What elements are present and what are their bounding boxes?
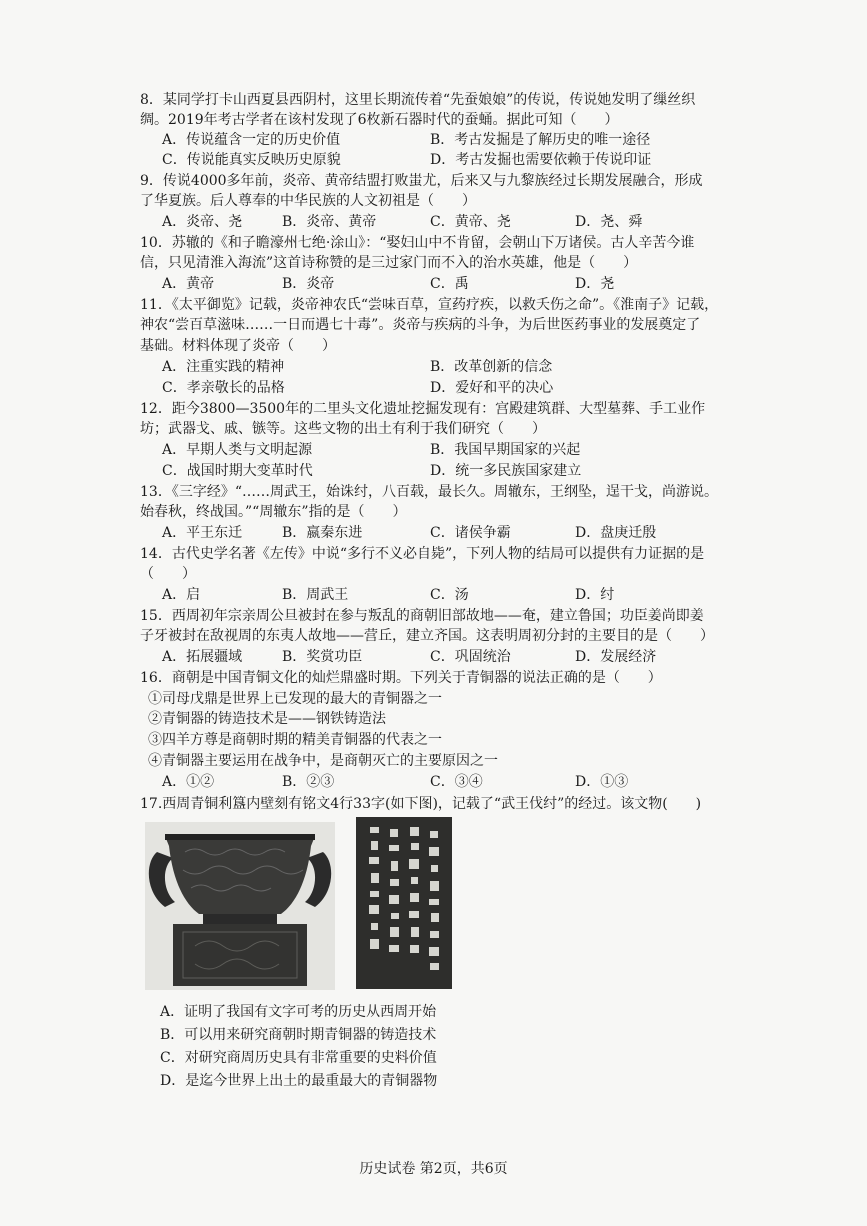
page-footer: 历史试卷 第2页，共6页 [359, 1161, 508, 1177]
q9-stem-line-1: 9．传说4000多年前，炎帝、黄帝结盟打败蚩尤，后来又与九黎族经过长期发展融合，形成 [140, 173, 703, 189]
q12-option-c: C．战国时期大变革时代 [162, 463, 313, 479]
q17-stem-line-1: 17.西周青铜利簋内壁刻有铭文4行33字(如下图)，记载了“武王伐纣”的经过。该文物( ) [140, 796, 702, 812]
q17-option-d: D．是迄今世界上出土的最重最大的青铜器物 [160, 1073, 438, 1089]
q8-option-b: B．考古发掘是了解历史的唯一途径 [430, 132, 651, 148]
q14-option-d: D．纣 [575, 587, 615, 603]
q13-stem-line-1: 13．《三字经》“……周武王，始诛纣，八百载，最长久。周辙东，王纲坠，逞干戈，尚游说。 [140, 484, 718, 500]
q14-stem-line-1: 14．古代史学名著《左传》中说“多行不义必自毙”，下列人物的结局可以提供有力证据的是 [140, 546, 705, 562]
q10-stem-line-2: 信，只见清淮入海流”这首诗称赞的是三过家门而不入的治水英雄，他是（ ） [140, 255, 638, 271]
q15-option-d: D．发展经济 [575, 649, 657, 665]
q9-option-d: D．尧、舜 [575, 214, 643, 230]
q10-option-c: C．禹 [430, 276, 469, 292]
q8-stem-line-2: 绸。2019年考古学者在该村发现了6枚新石器时代的蚕蛹。据此可知（ ） [140, 112, 619, 128]
q15-option-c: C．巩固统治 [430, 649, 511, 665]
q9-stem-line-2: 了华夏族。后人尊奉的中华民族的人文初祖是（ ） [140, 193, 476, 209]
q15-stem-line-1: 15．西周初年宗亲周公旦被封在参与叛乱的商朝旧部故地——奄，建立鲁国；功臣姜尚即姜 [140, 608, 704, 624]
q9-option-a: A．炎帝、尧 [162, 214, 243, 230]
q12-option-d: D．统一多民族国家建立 [430, 463, 582, 479]
li-gui-bronze-vessel-photo [145, 822, 335, 990]
q10-option-d: D．尧 [575, 276, 615, 292]
q12-stem-line-1: 12．距今3800—3500年的二里头文化遗址挖掘发现有：宫殿建筑群、大型墓葬、手工业作 [140, 401, 706, 417]
q15-option-a: A．拓展疆域 [162, 649, 243, 665]
q16-statement-3: ③四羊方尊是商朝时期的精美青铜器的代表之一 [148, 732, 442, 748]
q16-statement-4: ④青铜器主要运用在战争中，是商朝灭亡的主要原因之一 [148, 753, 498, 769]
q12-option-a: A．早期人类与文明起源 [162, 442, 313, 458]
q10-stem-line-1: 10．苏辙的《和子瞻濠州七绝·涂山》：“娶妇山中不肯留，会朝山下万诸侯。古人辛苦今谁 [140, 235, 695, 251]
q11-option-a: A．注重实践的精神 [162, 359, 285, 375]
q16-stem-line-1: 16．商朝是中国青铜文化的灿烂鼎盛时期。下列关于青铜器的说法正确的是（ ） [140, 670, 662, 686]
q12-option-b: B．我国早期国家的兴起 [430, 442, 581, 458]
q8-stem-line-1: 8．某同学打卡山西夏县西阴村，这里长期流传着“先蚕娘娘”的传说，传说她发明了缫丝织 [140, 92, 696, 108]
q11-option-d: D．爱好和平的决心 [430, 380, 554, 396]
q9-option-b: B．炎帝、黄帝 [282, 214, 377, 230]
q8-option-c: C．传说能真实反映历史原貌 [162, 152, 341, 168]
q10-option-b: B．炎帝 [282, 276, 335, 292]
q10-option-a: A．黄帝 [162, 276, 215, 292]
li-gui-inscription-rubbing [356, 817, 452, 989]
q8-option-d: D．考古发掘也需要依赖于传说印证 [430, 152, 652, 168]
q13-option-a: A．平王东迁 [162, 525, 243, 541]
q11-option-b: B．改革创新的信念 [430, 359, 553, 375]
q11-stem-line-2: 神农“尝百草滋味……一日而遇七十毒”。炎帝与疾病的斗争，为后世医药事业的发展奠定了 [140, 317, 701, 333]
q16-statement-1: ①司母戊鼎是世界上已发现的最大的青铜器之一 [148, 691, 442, 707]
q12-stem-line-2: 坊；武器戈、戚、镞等。这些文物的出土有利于我们研究（ ） [140, 421, 546, 437]
q17-option-a: A．证明了我国有文字可考的历史从西周开始 [160, 1004, 437, 1020]
q14-option-b: B．周武王 [282, 587, 349, 603]
q17-option-c: C．对研究商周历史具有非常重要的史料价值 [160, 1050, 437, 1066]
q16-option-a: A．①② [162, 774, 215, 790]
q13-option-d: D．盘庚迁殷 [575, 525, 657, 541]
q13-option-b: B．嬴秦东进 [282, 525, 363, 541]
q16-option-b: B．②③ [282, 774, 335, 790]
q16-statement-2: ②青铜器的铸造技术是——钢铁铸造法 [148, 711, 386, 727]
q15-stem-line-2: 子牙被封在敌视周的东夷人故地——营丘，建立齐国。这表明周初分封的主要目的是（ ） [140, 628, 714, 644]
q13-option-c: C．诸侯争霸 [430, 525, 511, 541]
q17-option-b: B．可以用来研究商朝时期青铜器的铸造技术 [160, 1027, 437, 1043]
q13-stem-line-2: 始春秋，终战国。”“周辙东”指的是（ ） [140, 504, 407, 520]
q16-option-d: D．①③ [575, 774, 629, 790]
q14-option-a: A．启 [162, 587, 201, 603]
q11-option-c: C．孝亲敬长的品格 [162, 380, 285, 396]
q14-option-c: C．汤 [430, 587, 469, 603]
q15-option-b: B．奖赏功臣 [282, 649, 363, 665]
q8-option-a: A．传说蕴含一定的历史价值 [162, 132, 341, 148]
q11-stem-line-3: 基础。材料体现了炎帝（ ） [140, 338, 336, 354]
q9-option-c: C．黄帝、尧 [430, 214, 511, 230]
q11-stem-line-1: 11．《太平御览》记载，炎帝神农氏“尝味百草，宣药疗疾，以救夭伤之命”。《淮南子》记载， [140, 297, 719, 313]
q14-stem-line-2: （ ） [140, 566, 196, 582]
q16-option-c: C．③④ [430, 774, 483, 790]
